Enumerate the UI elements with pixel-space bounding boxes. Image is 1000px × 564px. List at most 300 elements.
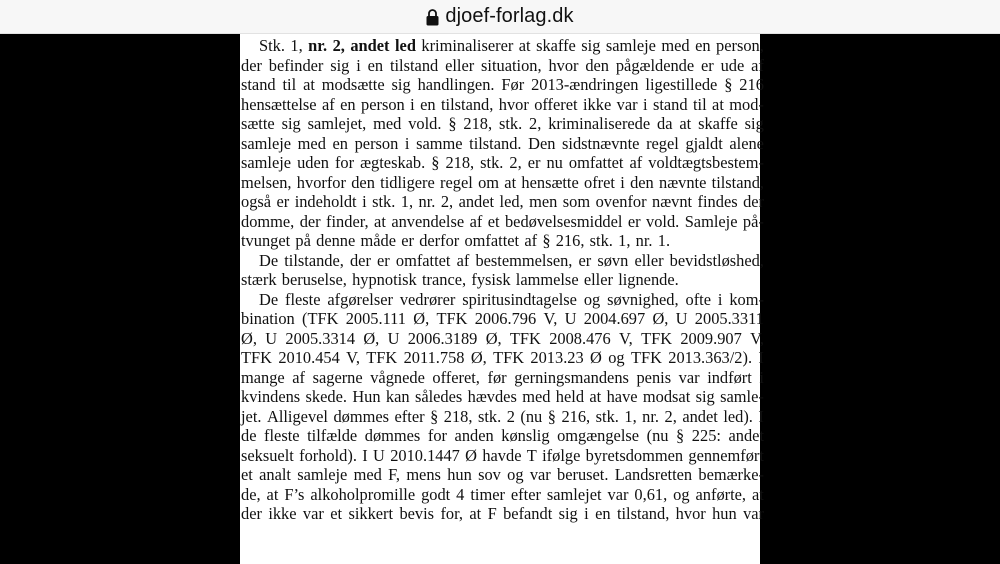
text-word: sidstnævnte [562, 133, 640, 153]
text-word: tilstand, [616, 504, 670, 523]
text-word: hensættelse [241, 94, 317, 114]
text-word: 216, [561, 406, 591, 426]
text-word: modsætte [321, 75, 385, 94]
document-text [241, 36, 764, 524]
text-word: person [354, 133, 399, 153]
text-word: vågnede [370, 367, 425, 387]
text-word: stk. [595, 406, 619, 426]
text-word: Stk. [259, 36, 285, 55]
text-word: at [679, 114, 692, 133]
text-line [241, 290, 764, 310]
text-word: § [448, 114, 457, 133]
text-word: sagerne [312, 367, 363, 387]
text-word: var [529, 465, 551, 484]
text-word: i [642, 94, 648, 114]
text-word: således [414, 387, 463, 406]
text-word: at [518, 36, 531, 55]
text-line [241, 153, 764, 173]
text-word: måde [360, 231, 396, 250]
text-word: omfattet [464, 231, 520, 250]
text-word: var [302, 504, 324, 523]
text-line [241, 95, 764, 115]
text-word: (nu [520, 406, 543, 426]
text-word: forhold). [299, 445, 357, 465]
text-word: nr. [308, 36, 328, 55]
text-line [241, 173, 764, 193]
text-word: 0,61, [634, 484, 668, 504]
text-word: 2011.758 [403, 348, 465, 367]
text-word: Ø [465, 445, 478, 465]
text-line [241, 329, 764, 349]
text-word: spiritusindtagelse [462, 289, 577, 309]
text-word: Ø, [363, 328, 380, 348]
text-word: TFK [241, 348, 272, 367]
text-word: V, [750, 328, 764, 348]
text-word: kønslig [501, 426, 550, 445]
text-word: omfattet [568, 153, 624, 172]
text-word: trance, [422, 270, 467, 289]
text-word: Ø, [413, 309, 430, 328]
text-word: stk. [498, 114, 523, 133]
text-line [241, 36, 764, 56]
text-word: alene [729, 133, 764, 153]
text-word: der [349, 250, 371, 270]
text-word: offeret, [432, 367, 480, 387]
text-word: er [578, 250, 592, 270]
text-word: ikke [268, 504, 297, 523]
text-word: U [373, 445, 385, 465]
browser-address-bar[interactable] [0, 0, 1000, 34]
text-word: Landsretten [614, 465, 693, 484]
text-word: vold. [408, 114, 442, 133]
text-word: 2, [440, 192, 454, 211]
text-word: beruselse, [281, 270, 347, 289]
text-word: 2010.454 [278, 348, 340, 367]
text-word: V, [543, 309, 558, 328]
text-word: er [401, 231, 414, 250]
text-word: samlejet [546, 484, 602, 504]
text-word: beruset. [557, 465, 609, 484]
lock-icon [426, 8, 439, 26]
text-word: befandt [503, 504, 553, 523]
text-line [241, 212, 764, 232]
text-word: 2006.3189 [407, 328, 478, 348]
text-word: 216 [739, 75, 764, 94]
text-word: men [529, 192, 558, 211]
text-word: Alligevel [266, 406, 328, 426]
text-word: skede. [305, 387, 347, 406]
text-word: om [478, 172, 500, 192]
text-word: med [353, 465, 382, 484]
text-word: ikke [583, 94, 612, 114]
text-word: en [340, 94, 356, 114]
text-word: situation, [481, 55, 542, 75]
text-word: til [282, 75, 297, 94]
text-word: af [629, 153, 643, 172]
text-word: der [743, 192, 764, 211]
text-word: (nu [646, 426, 669, 445]
text-word: bevis [399, 504, 435, 523]
text-word: gennemført [688, 445, 764, 465]
text-word: i [584, 504, 589, 523]
text-word: at [712, 94, 724, 114]
text-word: eller [583, 270, 613, 289]
text-word: TFK [436, 309, 468, 328]
text-line [241, 387, 764, 407]
text-word: anden [454, 426, 494, 445]
text-word: sig [695, 387, 715, 406]
text-word: bination [241, 309, 295, 328]
text-word: hvor [548, 55, 579, 75]
text-word: er [527, 153, 541, 172]
text-word: samle- [720, 387, 764, 406]
text-word: andet [682, 406, 718, 426]
text-word: stand [241, 75, 276, 94]
text-word: skaffe [698, 114, 738, 133]
text-word: jet. [241, 406, 262, 426]
text-word: indeholdt [294, 192, 357, 211]
text-word: at [374, 211, 386, 231]
text-word: der [241, 504, 262, 523]
text-word: af [456, 250, 470, 270]
text-word: 2004.697 [583, 309, 646, 328]
text-word: nævnt [652, 192, 693, 211]
text-word: gerningsmandens [514, 367, 629, 387]
text-word: Den [528, 133, 556, 153]
text-word: i [620, 172, 625, 192]
text-word: dømmes [333, 406, 390, 426]
text-word: V, [346, 348, 360, 367]
text-word: denne [316, 231, 356, 250]
text-word: 2005.3314 [285, 328, 356, 348]
text-word: fleste [264, 426, 300, 445]
text-word: var [678, 367, 700, 387]
text-word: F, [388, 465, 401, 484]
text-word: finder, [326, 211, 369, 231]
text-word: 2, [509, 153, 522, 172]
text-word: for [334, 153, 355, 172]
text-word: hævdes [467, 387, 517, 406]
url-display[interactable] [426, 5, 573, 28]
text-word: samme [416, 133, 463, 153]
text-word: analt [259, 465, 291, 484]
text-word: nr. [418, 192, 436, 211]
text-word: befinder [268, 55, 324, 75]
text-word: TFK [641, 328, 673, 348]
text-word: for [427, 426, 447, 445]
text-word: tilstand, [711, 172, 764, 192]
text-word: alkoholpromille [310, 484, 416, 504]
text-line [241, 504, 764, 524]
text-word: hun [447, 465, 472, 484]
left-black-margin [0, 34, 240, 564]
text-word: TFK [509, 328, 541, 348]
text-word: U [265, 328, 278, 348]
text-word: 1. [657, 231, 671, 250]
text-word: dømmes [364, 426, 421, 445]
text-word: lammelse [515, 270, 579, 289]
text-word: bedøvelsesmiddel [504, 211, 623, 231]
text-word: at [303, 75, 315, 94]
text-word: 2005.3311 [694, 309, 764, 328]
text-word: 218, [463, 114, 493, 133]
text-word: sig [581, 36, 601, 55]
document-page[interactable] [240, 34, 764, 564]
text-word: penis [636, 367, 672, 387]
text-word: af [751, 55, 764, 75]
text-word: nævnte [659, 172, 707, 192]
text-word: skaffe [536, 36, 576, 55]
text-word: 218, [445, 153, 475, 172]
text-word: timer [470, 484, 505, 504]
text-line [241, 231, 764, 251]
text-word: sætte [241, 114, 275, 133]
text-word: sig [391, 75, 411, 94]
text-word: 2, [664, 406, 677, 426]
text-word: lignende. [618, 270, 679, 289]
text-word: 218, [443, 406, 473, 426]
text-word: sig [744, 114, 764, 133]
text-word: I [758, 348, 764, 367]
text-word: 2005.111 [345, 309, 406, 328]
text-word: tidligere [380, 172, 435, 192]
text-word: i [356, 55, 361, 75]
text-line [241, 309, 764, 329]
text-word: nu [546, 153, 563, 172]
text-word: var [616, 94, 638, 114]
text-word: Hun [352, 387, 381, 406]
text-word: søvnighed, [607, 289, 679, 309]
text-word: en [420, 94, 436, 114]
text-word: 2006.796 [474, 309, 537, 328]
text-word: stærk [241, 270, 277, 289]
text-word: de [241, 426, 257, 445]
text-word: et [487, 211, 500, 231]
text-word: med [373, 114, 402, 133]
text-word: led). [723, 406, 753, 426]
text-word: vold. [646, 211, 680, 231]
text-word: kriminaliserer [421, 36, 514, 55]
text-word: hvor [498, 94, 529, 114]
text-word: sig [281, 114, 301, 133]
text-word: 225: [691, 426, 721, 445]
text-word: melsen, [241, 172, 292, 192]
text-word: og [507, 465, 524, 484]
text-word: havde [482, 445, 522, 465]
text-word: kriminaliserede [548, 114, 651, 133]
text-word: TFK [630, 348, 662, 367]
text-word: De [259, 250, 279, 270]
text-word: tilfælde [307, 426, 358, 445]
text-word: ligestillede [645, 75, 718, 94]
text-word: findes [697, 192, 738, 211]
text-word: sig [330, 55, 350, 75]
text-word: samlejet, [307, 114, 367, 133]
text-word: da [657, 114, 673, 133]
text-word: søvn [597, 250, 629, 270]
text-word: andet [350, 36, 390, 55]
text-word: mens [406, 465, 441, 484]
text-word: at [504, 172, 517, 192]
text-word: 2013-ændringen [531, 75, 639, 94]
text-word: bestemmelsen, [475, 250, 573, 270]
text-word: ifølge [542, 445, 581, 465]
text-word: gjaldt [685, 133, 723, 153]
text-word: er [627, 211, 641, 231]
text-word: derfor [419, 231, 460, 250]
text-word: i [717, 289, 723, 309]
text-word: er [276, 192, 290, 211]
text-word: og [673, 484, 690, 504]
text-word: et [330, 504, 343, 523]
text-word: handlingen. [417, 75, 495, 94]
text-word: den [351, 172, 375, 192]
text-word: også [241, 192, 272, 211]
text-word: sikkert [348, 504, 394, 523]
text-word: 2010.1447 [390, 445, 460, 465]
text-word: eller [445, 55, 475, 75]
text-word: F [487, 504, 497, 523]
text-word: I [362, 445, 368, 465]
text-word: at [752, 484, 764, 504]
text-word: De [259, 289, 279, 309]
text-word: 2008.476 [549, 328, 611, 348]
text-word: ofte [685, 289, 711, 309]
text-word: eller [634, 250, 664, 270]
text-word: U [564, 309, 577, 328]
text-word: at [589, 387, 602, 406]
text-word: andet [728, 426, 764, 445]
text-word: have [606, 387, 638, 406]
text-word: at [266, 484, 279, 504]
text-word: til [692, 94, 707, 114]
text-line [241, 56, 764, 76]
text-word: samleje [297, 465, 348, 484]
text-word: F’s [284, 484, 305, 504]
text-word: I [758, 406, 764, 426]
text-word: efter [510, 484, 541, 504]
text-word: Ø, [485, 328, 502, 348]
text-word: led, [499, 192, 524, 211]
text-word: bemærke- [698, 465, 764, 484]
text-word: Ø, [470, 348, 487, 367]
text-word: § [724, 75, 733, 94]
text-word: fleste [285, 289, 321, 309]
text-word: 4 [456, 484, 465, 504]
text-word: person, [716, 36, 764, 55]
text-word: kvindens [241, 387, 301, 406]
right-black-margin [760, 34, 1000, 564]
text-word: er [700, 55, 714, 75]
text-word: nr. [635, 231, 653, 250]
text-word: pågældende [615, 55, 695, 75]
text-word: 2 [506, 406, 515, 426]
text-word: § [430, 406, 439, 426]
text-word: voldtægtsbestem- [648, 153, 764, 172]
text-line [241, 134, 764, 154]
text-word: U [387, 328, 400, 348]
text-word: for, [440, 504, 463, 523]
text-line [241, 114, 764, 134]
text-word: sig [558, 504, 578, 523]
text-word: en [367, 55, 384, 75]
text-word: samleje [241, 133, 292, 153]
text-word: stk. [589, 231, 613, 250]
text-word: Ø, [241, 328, 257, 348]
text-word: efter [394, 406, 425, 426]
text-word: byretsdommen [585, 445, 684, 465]
text-word: mod- [729, 94, 764, 114]
text-word: uden [297, 153, 329, 172]
text-word: 2013.23 [530, 348, 584, 367]
text-word: samleje [605, 36, 656, 55]
text-word: person [361, 94, 405, 114]
text-word: vedrører [399, 289, 456, 309]
text-word: 2009.907 [680, 328, 742, 348]
text-word: stand [652, 94, 688, 114]
text-word: § [676, 426, 685, 445]
text-word: § [547, 406, 556, 426]
text-line [241, 251, 764, 271]
text-word: en [332, 133, 348, 153]
text-word: tilstand. [469, 133, 522, 153]
text-word: og [583, 289, 601, 309]
text-word: er [377, 250, 390, 270]
text-word: bevidstløshed, [669, 250, 764, 270]
text-word: ægteskab. [360, 153, 426, 172]
text-word: domme, [241, 211, 295, 231]
text-word: på- [742, 211, 764, 231]
text-word: andet [458, 192, 495, 211]
text-line [241, 348, 764, 368]
text-word: held [555, 387, 585, 406]
text-word: Samleje [684, 211, 738, 231]
text-word: i [404, 133, 410, 153]
text-word: den [630, 172, 654, 192]
text-word: sov [478, 465, 501, 484]
text-line [241, 426, 764, 446]
text-word: Ø, [652, 309, 669, 328]
text-word: ovenfor [595, 192, 647, 211]
text-word: nr. [642, 406, 660, 426]
text-word: af [321, 94, 335, 114]
text-word: i [362, 192, 367, 211]
text-word: tilstande, [284, 250, 344, 270]
text-word: at [469, 504, 482, 523]
text-word: stk. [372, 192, 396, 211]
text-word: 2, [529, 114, 542, 133]
text-word: anvendelse [391, 211, 465, 231]
text-word: regel [646, 133, 679, 153]
text-word: anførte, [695, 484, 747, 504]
text-word: tilstand, [440, 94, 494, 114]
text-word: 1, [290, 36, 303, 55]
text-word: offeret [534, 94, 578, 114]
text-word: 1, [624, 406, 637, 426]
text-word: regel [440, 172, 473, 192]
text-word: 216, [555, 231, 585, 250]
text-word: indført [707, 367, 752, 387]
text-word: før [487, 367, 507, 387]
text-word: hensætte [521, 172, 579, 192]
text-word: 2, [332, 36, 345, 55]
text-word: hvorfor [296, 172, 346, 192]
text-word: af [469, 211, 483, 231]
text-word: var [607, 484, 629, 504]
text-word: tilstand [389, 55, 439, 75]
text-word: en [595, 504, 611, 523]
text-word: seksuelt [241, 445, 294, 465]
